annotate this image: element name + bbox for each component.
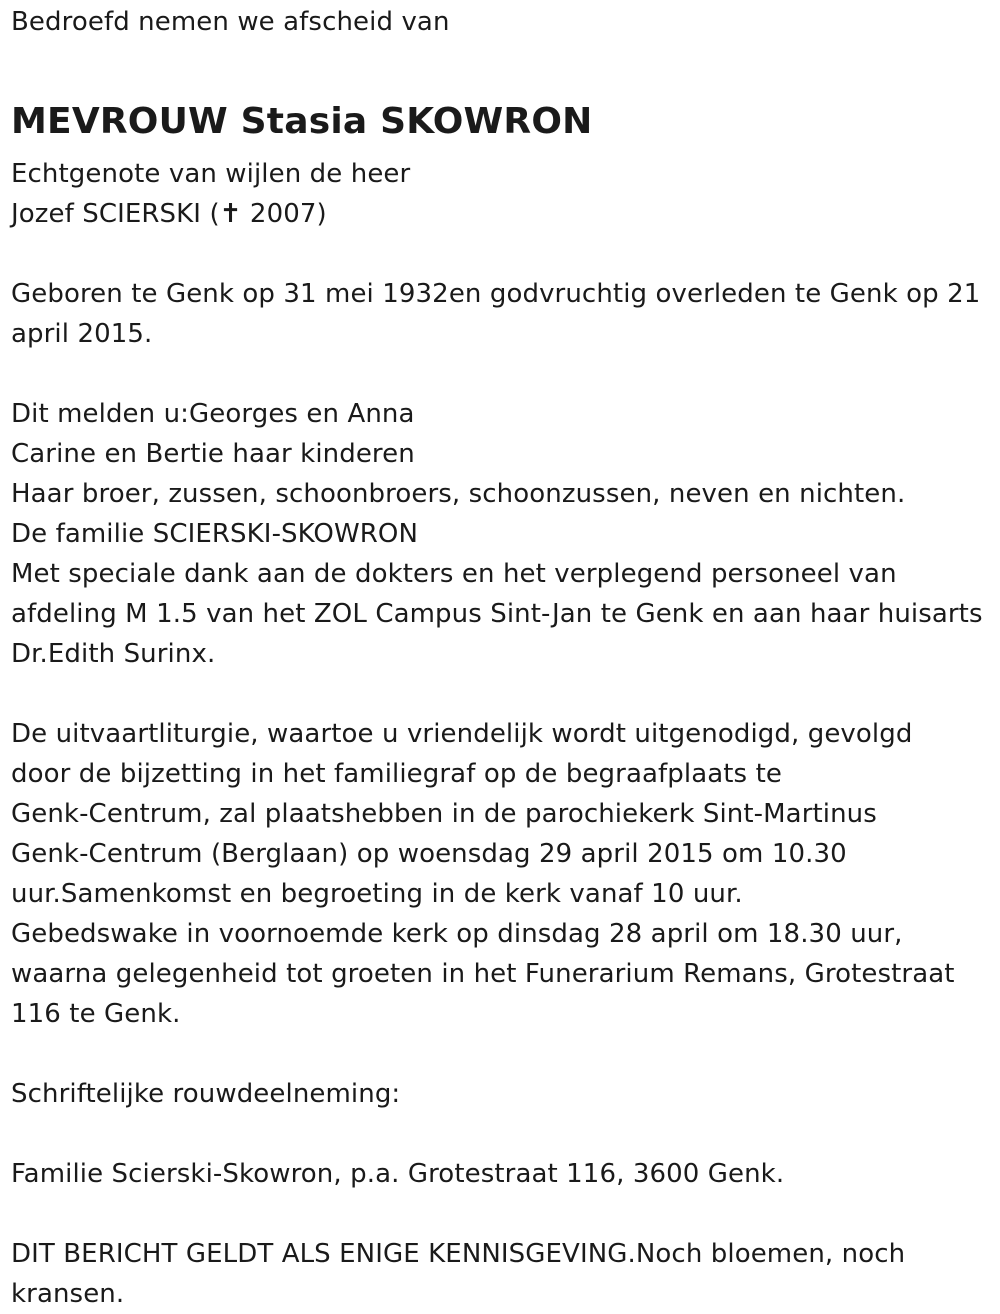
closing-line-1: DIT BERICHT GELDT ALS ENIGE KENNISGEVING.Noch bloemen, noch bbox=[11, 1239, 906, 1269]
spouse-line-2: Jozef SCIERSKI (✝ 2007) bbox=[11, 199, 327, 229]
spacer bbox=[11, 1034, 991, 1074]
ceremony-block bbox=[11, 714, 991, 1034]
family-line-5: Met speciale dank aan de dokters en het verplegend personeel van bbox=[11, 559, 897, 589]
spouse-block bbox=[11, 154, 991, 234]
spouse-line-1: Echtgenote van wijlen de heer bbox=[11, 159, 411, 189]
intro-text: Bedroefd nemen we afscheid van bbox=[11, 7, 450, 37]
ceremony-line-2: door de bijzetting in het familiegraf op de begraafplaats te bbox=[11, 759, 782, 789]
spacer bbox=[11, 1194, 991, 1234]
birth-death-line-1: Geboren te Genk op 31 mei 1932en godvruchtig overleden te Genk op 21 bbox=[11, 279, 981, 309]
closing-block bbox=[11, 1234, 991, 1314]
deceased-name: MEVROUW Stasia SKOWRON bbox=[11, 101, 593, 142]
birth-death-block bbox=[11, 274, 991, 354]
birth-death-line-2: april 2015. bbox=[11, 319, 153, 349]
ceremony-line-7: waarna gelegenheid tot groeten in het Funerarium Remans, Grotestraat bbox=[11, 959, 955, 989]
family-line-6: afdeling M 1.5 van het ZOL Campus Sint-Jan te Genk en aan haar huisarts bbox=[11, 599, 983, 629]
obituary-notice bbox=[11, 2, 991, 1314]
ceremony-line-6: Gebedswake in voornoemde kerk op dinsdag 28 april om 18.30 uur, bbox=[11, 919, 903, 949]
family-line-7: Dr.Edith Surinx. bbox=[11, 639, 216, 669]
condolence-address: Familie Scierski-Skowron, p.a. Grotestraat 116, 3600 Genk. bbox=[11, 1159, 785, 1189]
family-line-2: Carine en Bertie haar kinderen bbox=[11, 439, 415, 469]
family-line-4: De familie SCIERSKI-SKOWRON bbox=[11, 519, 419, 549]
ceremony-line-3: Genk-Centrum, zal plaatshebben in de parochiekerk Sint-Martinus bbox=[11, 799, 877, 829]
family-block bbox=[11, 394, 991, 674]
spacer bbox=[11, 674, 991, 714]
spacer bbox=[11, 234, 991, 274]
ceremony-line-4: Genk-Centrum (Berglaan) op woensdag 29 april 2015 om 10.30 bbox=[11, 839, 847, 869]
condolence-label: Schriftelijke rouwdeelneming: bbox=[11, 1079, 401, 1109]
ceremony-line-1: De uitvaartliturgie, waartoe u vriendelijk wordt uitgenodigd, gevolgd bbox=[11, 719, 913, 749]
closing-line-2: kransen. bbox=[11, 1279, 125, 1309]
family-line-1: Dit melden u:Georges en Anna bbox=[11, 399, 415, 429]
ceremony-line-8: 116 te Genk. bbox=[11, 999, 181, 1029]
ceremony-line-5: uur.Samenkomst en begroeting in de kerk vanaf 10 uur. bbox=[11, 879, 743, 909]
family-line-3: Haar broer, zussen, schoonbroers, schoonzussen, neven en nichten. bbox=[11, 479, 906, 509]
spacer bbox=[11, 1114, 991, 1154]
spacer bbox=[11, 354, 991, 394]
